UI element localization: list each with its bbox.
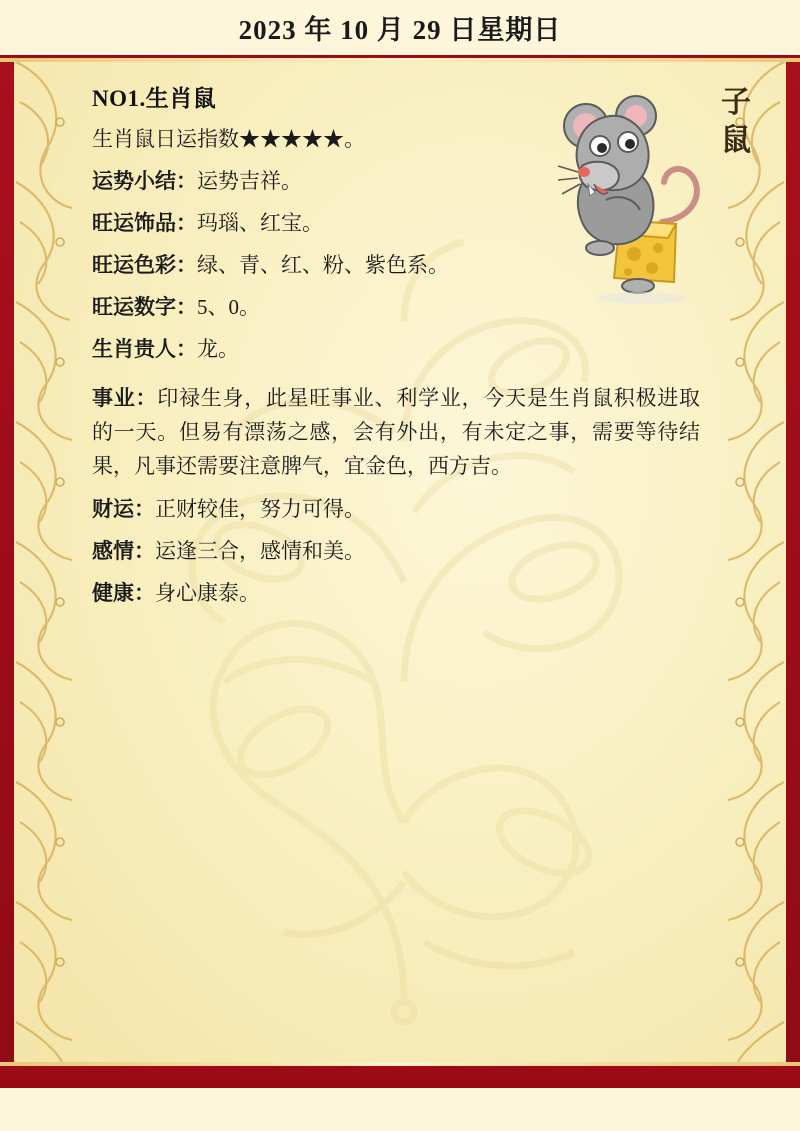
line-text: 生肖鼠日运指数★★★★★。 [92,127,365,151]
list-item [92,381,700,483]
line-label: 旺运色彩： [92,253,197,277]
list-item [92,339,700,360]
content-page [14,62,786,1062]
line-label: 旺运饰品： [92,211,197,235]
page-title: 2023 年 10 月 29 日星期日 [238,15,562,45]
line-text: 身心康泰。 [155,581,260,606]
line-text: 运逢三合，感情和美。 [155,539,365,564]
line-label: 旺运数字： [92,295,197,319]
line-text: 运势吉祥。 [197,169,302,193]
line-text: 正财较佳，努力可得。 [155,497,365,522]
line-label: 生肖贵人： [92,337,197,361]
line-label: 事业： [92,386,158,410]
line-text: 玛瑙、红宝。 [197,211,323,235]
line-label: 感情： [92,539,155,564]
zodiac-badge-label: 子鼠 [721,86,751,157]
article-title: NO1.生肖鼠 [92,86,217,111]
line-text: 5、0。 [197,295,260,319]
line-text: 绿、青、红、粉、紫色系。 [197,253,449,277]
list-item [92,541,700,562]
line-label: 财运： [92,497,155,522]
footer-cream-band [0,1088,800,1131]
zodiac-badge [708,84,764,159]
line-label: 运势小结： [92,169,197,193]
list-item [92,499,700,520]
cloud-border-right-icon [708,62,786,1062]
cloud-border-left-icon [14,62,92,1062]
header-bar [0,0,800,58]
line-text: 龙。 [197,337,239,361]
mouse-with-cheese-illustration-icon [542,72,712,322]
list-item [92,583,700,604]
line-text: 印禄生身，此星旺事业、利学业，今天是生肖鼠积极进取的一天。但易有漂荡之感，会有外出，有未定之事，需要等待结果，凡事还需要注意脾气，宜金色，西方吉。 [92,386,701,479]
line-label: 健康： [92,581,155,606]
